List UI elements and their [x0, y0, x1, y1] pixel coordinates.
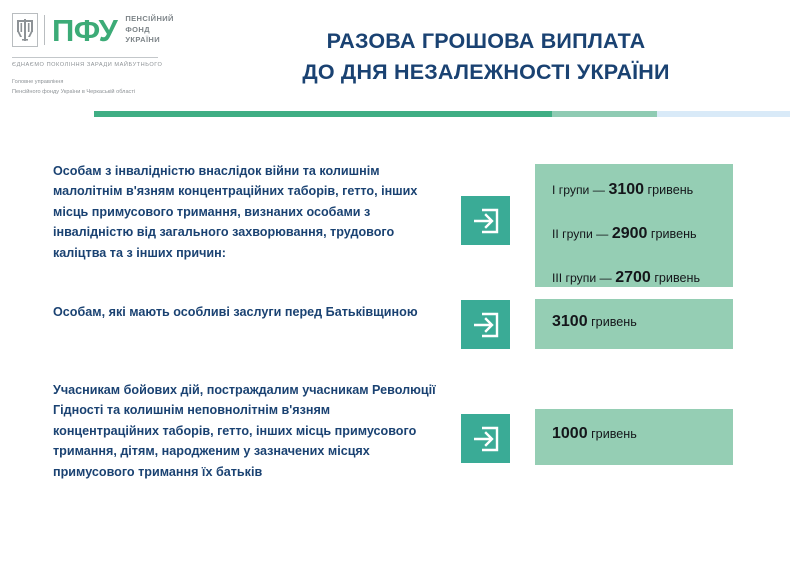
amount-value: 2900: [611, 225, 648, 242]
enter-arrow-icon: [461, 196, 510, 245]
slide-header: [0, 0, 800, 108]
logo-office-line-2: Пенсійного фонду України в Черкаській області: [12, 89, 136, 96]
amount-currency: гривень: [647, 183, 694, 197]
amount-value: 3100: [608, 181, 645, 198]
logo-office-line-1: Головне управління: [12, 79, 64, 85]
amount-value: 2700: [615, 269, 651, 286]
amount-currency: гривень: [591, 315, 637, 329]
logo-office: [12, 77, 172, 98]
pfu-org-line-3: УКРАЇНИ: [125, 35, 161, 45]
page-title-line-2: ДО ДНЯ НЕЗАЛЕЖНОСТІ УКРАЇНИ: [302, 60, 670, 85]
pfu-org-name: [125, 14, 174, 47]
divider-segment-light-green: [552, 111, 657, 117]
pfu-wordmark: ПФУ: [52, 12, 118, 48]
divider-segment-dark-green: [94, 111, 552, 117]
amount-line: [552, 225, 733, 243]
amount-box: [535, 299, 733, 349]
benefit-description: Учасникам бойових дій, постраждалим учасникам Революції Гідності та колишнім неповнолітнім в'язням концентраційних таборів, гетто, інших місць примусового тримання, дітям, народженим у зазначених місцях примусового тримання їх батьків: [53, 383, 436, 479]
page-title: [186, 26, 786, 88]
amount-group-label: II групи —: [552, 227, 609, 241]
amount-line: [552, 269, 733, 287]
page-title-line-1: РАЗОВА ГРОШОВА ВИПЛАТА: [326, 29, 646, 53]
logo-rule: [12, 57, 158, 58]
header-divider-bar: [94, 111, 790, 117]
amount-line: [552, 425, 733, 443]
ukraine-trident-icon: [12, 13, 38, 47]
amount-value: 3100: [552, 313, 588, 330]
enter-arrow-icon: [461, 414, 510, 463]
logo-top-row: [12, 9, 172, 51]
amount-group-label: I групи —: [552, 183, 605, 197]
amount-box: [535, 409, 733, 465]
amount-line: [552, 181, 733, 199]
divider-segment-light-blue: [657, 111, 790, 117]
amount-currency: гривень: [654, 271, 701, 285]
amount-line: [552, 313, 733, 331]
pfu-org-line-2: ФОНД: [125, 24, 150, 34]
amount-group-label: III групи —: [552, 271, 612, 285]
benefit-description: Особам, які мають особливі заслуги перед Батьківщиною: [53, 305, 418, 319]
amount-value: 1000: [552, 425, 588, 442]
amount-currency: гривень: [591, 427, 637, 441]
pfu-logo: [12, 9, 172, 98]
amount-box: [535, 164, 733, 287]
enter-arrow-icon: [461, 300, 510, 349]
amount-currency: гривень: [650, 227, 697, 241]
pfu-org-line-1: ПЕНСІЙНИЙ: [125, 13, 174, 23]
logo-slogan: ЄДНАЄМО ПОКОЛІННЯ ЗАРАДИ МАЙБУТНЬОГО: [12, 62, 163, 68]
benefit-description: Особам з інвалідністю внаслідок війни та колишнім малолітнім в'язням концентраційних таборів, гетто, інших місць примусового тримання, визнаних особами з інвалідністю від загального захворювання, трудового каліцтва та з інших причин:: [53, 164, 418, 260]
logo-divider: [44, 15, 45, 45]
